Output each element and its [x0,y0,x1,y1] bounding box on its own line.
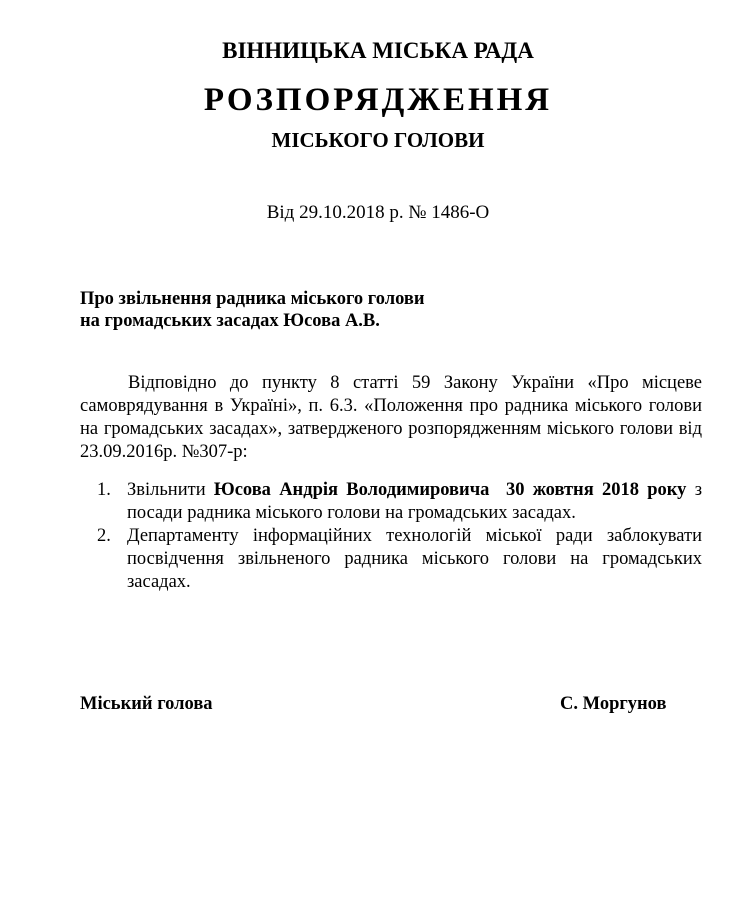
dismissed-person-name: Юсова Андрія Володимировича [213,480,490,500]
subject-line-1: Про звільнення радника міського голови [80,289,425,309]
date-and-number: Від 29.10.2018 р. № 1486-О [266,202,490,223]
item-number: 1. [97,480,111,500]
subject-heading [80,288,425,332]
item-text: Департаменту інформаційних технологій міської ради заблокувати посвідчення звільненого радника міського голови на громадських засадах. [127,526,702,592]
issuer-title: МІСЬКОГО ГОЛОВИ [271,128,485,152]
dismissal-date: 30 жовтня 2018 року [505,480,687,500]
document-type-title: РОЗПОРЯДЖЕННЯ [203,82,553,118]
preamble-paragraph: Відповідно до пункту 8 статті 59 Закону України «Про місцеве самоврядування в Україні», п. 6.3. «Положення про радника міського голови на громадських засадах», затвердженого розпорядженням міського голови від 23.09.2016р. №307-р: [80,373,702,462]
item-text-after: з посади радника міського голови на громадських засадах. [127,480,703,523]
organization-title: ВІННИЦЬКА МІСЬКА РАДА [222,38,534,63]
item-text-before: Звільнити [127,480,214,500]
order-items-list [97,479,702,594]
signature-position: Міський голова [80,694,213,714]
subject-line-2: на громадських засадах Юсова А.В. [80,311,380,331]
item-number: 2. [97,526,111,546]
signature-name: С. Моргунов [560,694,667,714]
order-item [97,479,702,525]
order-item [97,525,702,594]
